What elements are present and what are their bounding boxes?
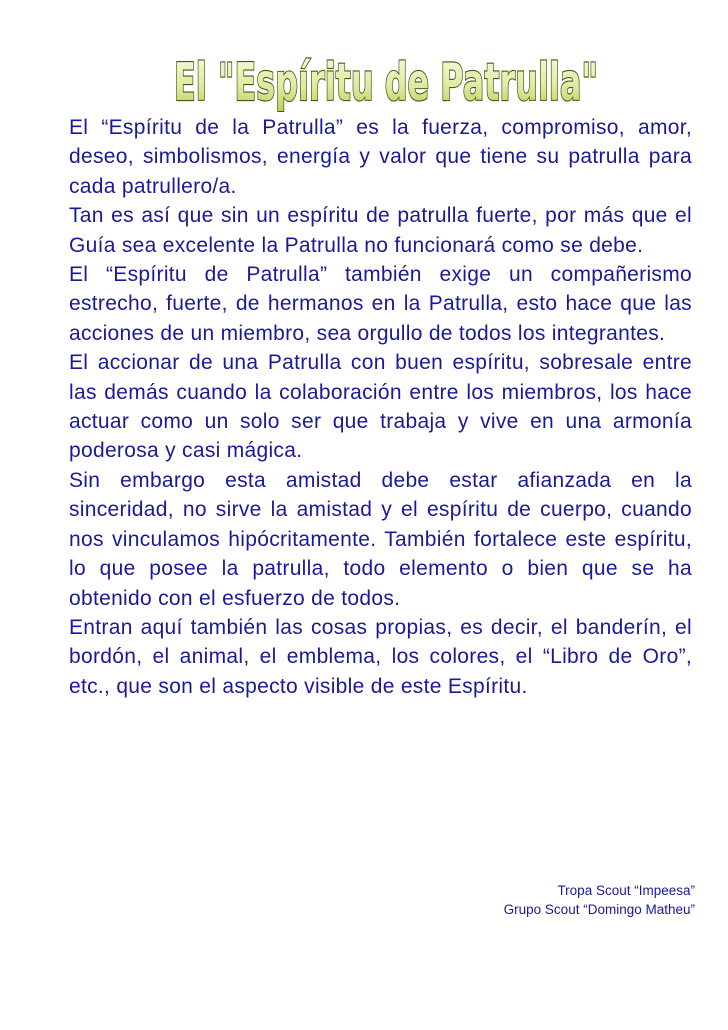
body-text — [69, 113, 692, 701]
credit-group: Grupo Scout “Domingo Matheu” — [503, 902, 695, 917]
title-wordart — [0, 42, 728, 112]
paragraph-4: El accionar de una Patrulla con buen espíritu, sobresale entre las demás cuando la colaboración entre los miembros, los hace actuar como un solo ser que trabaja y vive en una armonía poderosa y casi mágica. — [69, 351, 692, 463]
paragraph-1: El “Espíritu de la Patrulla” es la fuerza, compromiso, amor, deseo, simbolismos, energía y valor que tiene su patrulla para cada patrullero/a. — [69, 116, 692, 198]
paragraph-2: Tan es así que sin un espíritu de patrulla fuerte, por más que el Guía sea excelente la Patrulla no funcionará como se debe. — [69, 204, 692, 257]
paragraph-6: Entran aquí también las cosas propias, es decir, el banderín, el bordón, el animal, el emblema, los colores, el “Libro de Oro”, etc., que son el aspecto visible de este Espíritu. — [69, 615, 692, 698]
paragraph-5: Sin embargo esta amistad debe estar afianzada en la sinceridad, no sirve la amistad y el espíritu de cuerpo, cuando nos vinculamos hipócritamente. También fortalece este espíritu, lo que posee la patrulla, todo elemento o bien que se ha obtenido con el esfuerzo de todos. — [69, 468, 692, 610]
credits — [504, 881, 695, 919]
credit-troop: Tropa Scout “Impeesa” — [557, 883, 695, 898]
page-title: El "Espíritu de Patrulla" — [174, 53, 598, 112]
title-banner — [0, 42, 728, 112]
paragraph-3: El “Espíritu de Patrulla” también exige un compañerismo estrecho, fuerte, de hermanos en la Patrulla, esto hace que las acciones de un miembro, sea orgullo de todos los integrantes. — [69, 263, 692, 345]
